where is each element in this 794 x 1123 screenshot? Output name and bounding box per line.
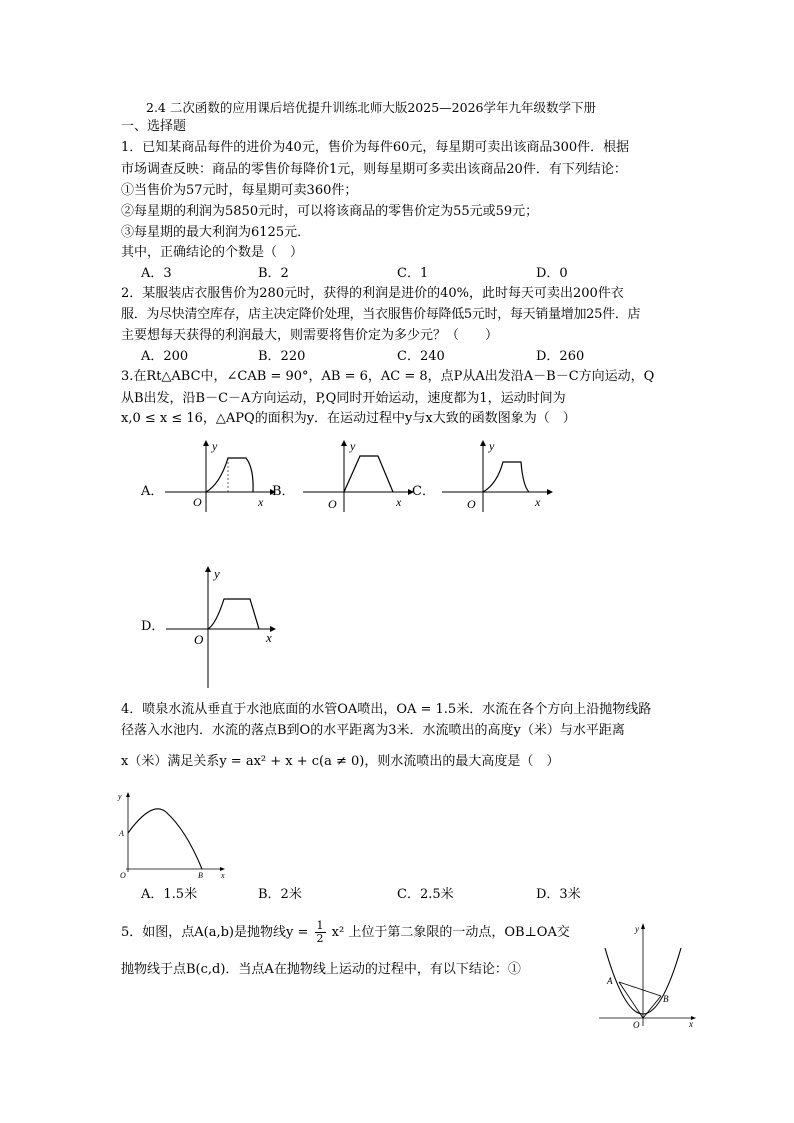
q1-option-d[interactable]: D．0 (536, 266, 568, 281)
q3-b-x-label: x (396, 495, 402, 509)
q4-a-label: A (119, 829, 124, 838)
q5-line-1 (121, 920, 570, 945)
q5-y-label: y (635, 924, 639, 934)
q1-line-5: ③每星期的最大利润为6125元． (121, 225, 311, 240)
q2-option-b[interactable]: B．220 (258, 349, 306, 364)
q4-option-b[interactable]: B．2米 (258, 887, 302, 902)
q3-option-d-label[interactable]: D． (141, 619, 165, 634)
q5-fraction-numerator: 1 (316, 919, 324, 932)
q3-a-x-label: x (258, 495, 264, 509)
q4-line-1: 4．喷泉水流从垂直于水池底面的水管OA喷出，OA = 1.5米．水流在各个方向上沿抛物线路 (121, 702, 652, 717)
q1-option-a[interactable]: A．3 (141, 266, 172, 281)
page-title: 2.4 二次函数的应用课后培优提升训练北师大版2025—2026学年九年级数学下册 (146, 100, 596, 115)
q3-d-origin-label: O (194, 632, 204, 647)
q3-c-x-label: x (535, 495, 541, 509)
q3-option-a-label[interactable]: A． (141, 484, 164, 499)
q5-b-label: B (663, 994, 669, 1004)
q4-line-2: 径落入水池内．水流的落点B到O的水平距离为3米．水流喷出的高度y（米）与水平距离 (121, 723, 625, 738)
q3-graph-a[interactable] (160, 440, 280, 515)
q4-line-3: x（米）满足关系y = ax² + x + c(a ≠ 0)，则水流喷出的最大高度是（ ） (121, 754, 560, 769)
q4-figure (116, 790, 231, 880)
q2-option-d[interactable]: D．260 (536, 349, 585, 364)
q3-b-y-label: y (350, 439, 356, 453)
q2-line-1: 2．某服装店衣服售价为280元时，获得的利润是进价的40%，此时每天可卖出200件衣 (121, 286, 624, 301)
q4-option-d[interactable]: D．3米 (536, 887, 581, 902)
q5-line-2: 抛物线于点B(c,d)．当点A在抛物线上运动的过程中，有以下结论：① (121, 962, 521, 977)
q3-a-origin-label: O (193, 495, 202, 509)
q3-d-y-label: y (214, 566, 220, 581)
q3-c-y-label: y (489, 439, 495, 453)
q1-line-1: 1．已知某商品每件的进价为40元，售价为每件60元，每星期可卖出该商品300件．根据 (121, 140, 630, 155)
q3-graph-b[interactable] (298, 440, 418, 515)
q5-a-label: A (607, 976, 613, 986)
q4-o-label: O (120, 871, 126, 880)
q3-c-origin-label: O (467, 497, 476, 511)
q5-line-1-post: x² 上位于第二象限的一动点，OB⊥OA交 (331, 925, 570, 940)
q1-option-c[interactable]: C．1 (397, 266, 429, 281)
q3-b-origin-label: O (328, 497, 337, 511)
q1-line-3: ①当售价为57元时，每星期可卖360件； (121, 183, 358, 198)
q5-x-label: x (689, 1019, 693, 1029)
q5-line-1-pre: 5．如图，点A(a,b)是抛物线y = (121, 925, 309, 940)
q4-option-c[interactable]: C．2.5米 (397, 887, 454, 902)
q2-option-c[interactable]: C．240 (397, 349, 445, 364)
q1-line-2: 市场调查反映：商品的零售价每降价1元，则每星期可多卖出该商品20件．有下列结论： (121, 162, 627, 177)
q2-line-2: 服．为尽快清空库存，店主决定降价处理，当衣服售价每降低5元时，每天销量增加25件．店 (121, 307, 641, 322)
q4-y-label: y (118, 792, 122, 801)
q1-line-6: 其中，正确结论的个数是（ ） (121, 245, 304, 260)
section-heading: 一、选择题 (121, 119, 187, 134)
q3-graph-d[interactable] (166, 566, 286, 691)
q1-option-b[interactable]: B．2 (258, 266, 289, 281)
q3-line-1: 3.在Rt△ABC中，∠CAB = 90°，AB = 6，AC = 8，点P从A出发沿A－B－C方向运动，Q (121, 369, 655, 384)
q3-line-3: x,0 ≤ x ≤ 16，△APQ的面积为y．在运动过程中y与x大致的函数图象为（ ） (121, 411, 576, 426)
q3-graph-c[interactable] (437, 440, 557, 515)
q1-line-4: ②每星期的利润为5850元时，可以将该商品的零售价定为55元或59元； (121, 204, 539, 219)
q2-line-3: 主要想每天获得的利润最大，则需要将售价定为多少元？（ ） (121, 328, 499, 343)
q3-d-x-label: x (266, 630, 272, 645)
q5-fraction-denominator: 2 (316, 932, 324, 945)
q4-b-label: B (198, 871, 203, 880)
q5-figure (597, 920, 697, 1030)
q5-o-label: O (633, 1020, 640, 1030)
q2-option-a[interactable]: A．200 (141, 349, 189, 364)
q3-option-c-label[interactable]: C． (412, 484, 435, 499)
q3-line-2: 从B出发，沿B－C－A方向运动，P,Q同时开始运动，速度都为1，运动时间为 (121, 391, 566, 406)
q5-fraction (315, 920, 326, 945)
q4-x-label: x (221, 871, 225, 880)
q3-a-y-label: y (212, 439, 218, 453)
q4-option-a[interactable]: A．1.5米 (141, 887, 198, 902)
q3-option-b-label[interactable]: B． (272, 484, 295, 499)
